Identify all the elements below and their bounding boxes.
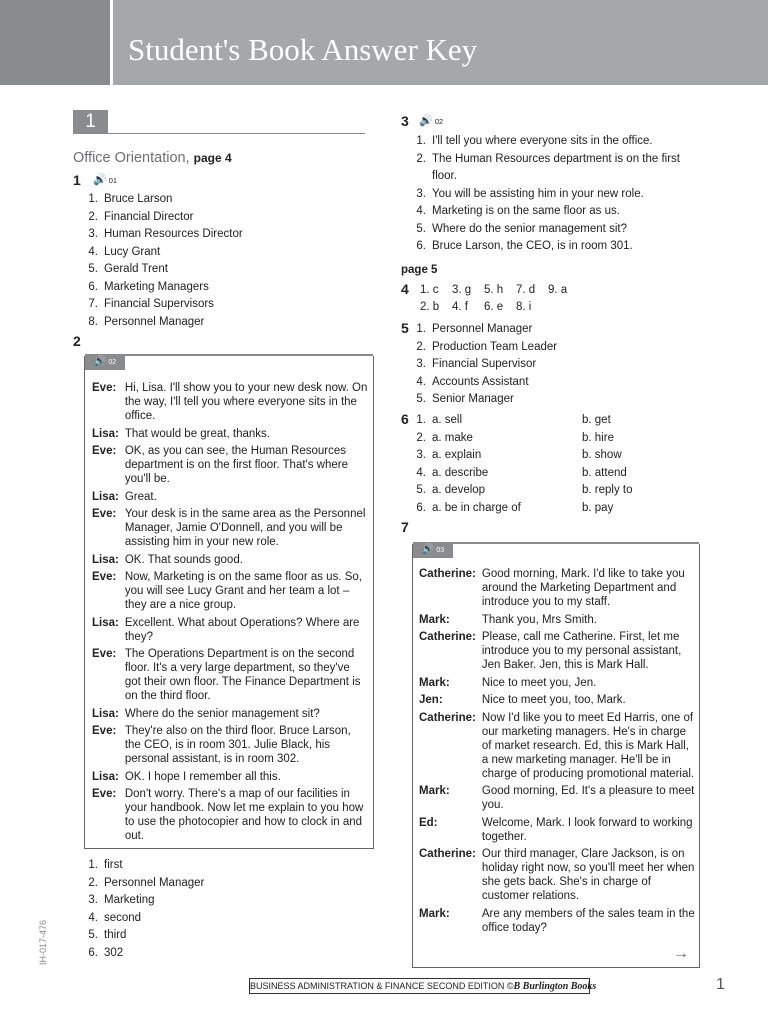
item-number: 2. — [416, 152, 426, 165]
item-text: Personnel Manager — [104, 876, 205, 889]
option-b: b. attend — [582, 466, 627, 479]
dialogue-line — [419, 847, 697, 907]
option-a: a. describe — [432, 466, 489, 479]
answer-cell: 3. g — [452, 284, 472, 296]
speaker-icon: 🔊 — [419, 115, 433, 127]
speech-text: OK, as you can see, the Human Resources department is on the first floor. That's where you'll be. — [124, 445, 348, 485]
side-code: IH-017-476 — [38, 919, 48, 965]
dialogue-line — [92, 787, 368, 847]
speaker-icon: 🔊 — [93, 356, 107, 367]
option-a: a. be in charge of — [432, 501, 521, 514]
speech-text: Now I'd like you to meet Ed Harris, one of our marketing managers. He's in charge of market research. Ed, this is Mark Hall, a new marketing manager. He'll be in charge of producing promotional material. — [481, 711, 695, 780]
dialogue-line — [419, 816, 697, 848]
dialogue-line — [92, 507, 368, 553]
answer-cell: 7. d — [516, 284, 536, 296]
speech-text: The Operations Department is on the second floor. It's a very large department, so they've got their own floor. The Finance Department is on the third floor. — [124, 648, 361, 702]
dialogue-line — [419, 907, 697, 939]
speaker-name: Eve: — [92, 508, 117, 520]
list-item — [84, 261, 243, 279]
speaker-name: Eve: — [92, 571, 117, 583]
dialogue-line — [419, 630, 697, 676]
item-number: 4. — [88, 911, 98, 924]
speaker-icon: 🔊 — [421, 544, 435, 555]
answer-row — [412, 447, 633, 465]
speaker-name: Lisa: — [92, 770, 119, 783]
dialogue-table — [419, 567, 697, 938]
speech-text: OK. That sounds good. — [124, 553, 243, 566]
dialogue-rule — [453, 542, 699, 544]
list-item — [84, 191, 243, 209]
option-b: b. pay — [582, 501, 614, 514]
dialogue-line — [419, 711, 697, 785]
speech-text: Where do the senior management sit? — [124, 707, 320, 720]
speaker-name: Lisa: — [92, 707, 119, 720]
item-number: 6. — [88, 946, 98, 959]
list-item — [84, 892, 204, 910]
speech-text: They're also on the third floor. Bruce Larson, the CEO, is in room 301. Julie Black, his personal assistant, is in room 302. — [124, 725, 351, 765]
item-number: 1. — [416, 135, 426, 147]
speaker-name: Catherine: — [419, 568, 476, 580]
item-number: 5. — [416, 484, 426, 496]
speaker-name: Mark: — [419, 676, 450, 689]
answer-cell: 6. e — [484, 301, 504, 313]
item-text: I'll tell you where everyone sits in the office. — [432, 135, 653, 147]
audio-track-02b[interactable]: 🔊 02 — [419, 115, 444, 127]
option-a: a. develop — [432, 484, 486, 496]
dialogue-table — [92, 381, 368, 847]
list-item — [412, 374, 557, 392]
list-item — [84, 927, 204, 945]
speech-text: Thank you, Mrs Smith. — [481, 613, 597, 626]
dialogue-line — [92, 724, 368, 770]
list-item — [412, 221, 702, 239]
dialogue-line — [419, 784, 697, 816]
speech-text: Good morning, Mark. I'd like to take you around the Marketing Department and introduce you to my staff. — [481, 568, 685, 608]
item-number: 3. — [416, 358, 426, 370]
exercise-7-dialogue-box — [412, 544, 700, 968]
item-number: 3. — [416, 187, 426, 200]
item-text: Human Resources Director — [104, 228, 243, 240]
audio-track-03[interactable]: 🔊 03 — [413, 542, 453, 558]
item-text: You will be assisting him in your new role. — [432, 187, 644, 200]
audio-track-01[interactable]: 🔊 01 — [93, 174, 118, 186]
item-number: 2. — [416, 340, 426, 353]
item-number: 5. — [88, 263, 98, 275]
speaker-name: Eve: — [92, 445, 117, 457]
answer-cell: 1. c — [420, 284, 439, 296]
item-text: 302 — [104, 946, 124, 959]
exercise-2-number: 2 — [73, 333, 81, 349]
answer-row — [412, 430, 633, 448]
dialogue-line — [92, 444, 368, 490]
item-text: Bruce Larson, the CEO, is in room 301. — [432, 240, 633, 252]
exercise-1-number: 1 — [73, 172, 81, 188]
unit-divider — [108, 133, 365, 134]
dialogue-rule — [125, 354, 373, 356]
page-number: 1 — [716, 976, 725, 993]
item-number: 2. — [416, 431, 426, 444]
item-text: Gerald Trent — [104, 263, 168, 275]
speech-text: Our third manager, Clare Jackson, is on holiday right now, so you'll meet her when she gets back. She's in charge of customer relations. — [481, 848, 695, 902]
dialogue-line — [92, 427, 368, 445]
speaker-name: Catherine: — [419, 711, 476, 724]
speech-text: Don't worry. There's a map of our facilities in your handbook. Now let me explain to you how to use the photocopier and how to clock in and out. — [124, 788, 364, 842]
speaker-name: Catherine: — [419, 848, 476, 860]
exercise-4-number: 4 — [401, 281, 409, 297]
option-b: b. get — [582, 414, 611, 426]
item-text: Marketing is on the same floor as us. — [432, 205, 620, 217]
item-text: Lucy Grant — [104, 245, 161, 258]
answer-cell: 9. a — [548, 284, 568, 296]
item-text: Bruce Larson — [104, 193, 173, 205]
answer-row — [412, 482, 633, 500]
option-b: b. show — [582, 449, 622, 461]
speaker-icon: 🔊 — [93, 174, 107, 186]
page-5-label: page 5 — [401, 264, 438, 276]
answer-cell: 4. f — [452, 301, 468, 313]
item-number: 3. — [88, 228, 98, 240]
item-number: 8. — [88, 315, 98, 328]
item-text: Financial Supervisor — [432, 358, 537, 370]
dialogue-line — [92, 707, 368, 725]
item-number: 1. — [416, 414, 426, 426]
header-left-block — [0, 0, 110, 85]
item-number: 3. — [88, 894, 98, 906]
item-number: 5. — [416, 393, 426, 405]
item-number: 6. — [416, 240, 426, 252]
list-item — [412, 186, 702, 204]
speaker-name: Lisa: — [92, 553, 119, 566]
speech-text: That would be great, thanks. — [124, 427, 270, 440]
speech-text: Nice to meet you, Jen. — [481, 676, 597, 689]
dialogue-line — [92, 647, 368, 707]
list-item — [412, 339, 557, 357]
item-text: Personnel Manager — [104, 315, 205, 328]
speaker-name: Eve: — [92, 788, 117, 800]
exercise-2-dialogue-box — [84, 356, 374, 849]
speech-text: Please, call me Catherine. First, let me introduce you to my personal assistant, Jen Baker. Jen, this is Mark Hall. — [481, 631, 682, 671]
exercise-5-answers — [412, 321, 557, 409]
speech-text: Excellent. What about Operations? Where are they? — [124, 616, 360, 643]
dialogue-line — [92, 570, 368, 616]
footer-credit: BUSINESS ADMINISTRATION & FINANCE SECOND EDITION ©B Burlington Books — [249, 978, 590, 994]
item-text: Marketing Managers — [104, 280, 209, 293]
speaker-name: Ed: — [419, 816, 438, 829]
option-a: a. explain — [432, 449, 482, 461]
option-a: a. sell — [432, 414, 463, 426]
audio-track-02[interactable]: 🔊 02 — [85, 354, 125, 370]
item-text: Marketing — [104, 894, 155, 906]
item-text: first — [104, 859, 123, 871]
speech-text: Nice to meet you, too, Mark. — [481, 694, 626, 706]
answer-row — [412, 500, 633, 518]
speaker-name: Eve: — [92, 725, 117, 737]
list-item — [84, 296, 243, 314]
list-item — [412, 238, 702, 256]
item-text: The Human Resources department is on the first floor. — [432, 152, 681, 182]
dialogue-line — [92, 770, 368, 788]
item-text: second — [104, 911, 142, 924]
answer-cell: 8. i — [516, 301, 532, 313]
speech-text: Great. — [124, 490, 157, 503]
item-text: Where do the senior management sit? — [432, 222, 627, 235]
speaker-name: Mark: — [419, 907, 450, 920]
list-item — [84, 314, 243, 332]
answer-cell: 5. h — [484, 284, 504, 296]
dialogue-line — [419, 613, 697, 631]
dialogue-line — [419, 676, 697, 694]
speech-text: OK. I hope I remember all this. — [124, 770, 281, 783]
exercise-2-answers — [84, 857, 204, 962]
list-item — [412, 203, 702, 221]
speaker-name: Eve: — [92, 648, 117, 660]
item-text: Financial Supervisors — [104, 298, 214, 310]
speaker-name: Mark: — [419, 785, 450, 797]
dialogue-line — [92, 381, 368, 427]
speech-text: Are any members of the sales team in the office today? — [481, 907, 695, 934]
unit-number: 1 — [73, 110, 108, 134]
exercise-7-number: 7 — [401, 519, 409, 535]
item-number: 1. — [88, 193, 98, 205]
list-item — [412, 391, 557, 409]
item-number: 4. — [416, 466, 426, 479]
list-item — [84, 945, 204, 963]
exercise-1-answers — [84, 191, 243, 331]
speaker-name: Mark: — [419, 613, 450, 626]
item-number: 4. — [416, 205, 426, 217]
speaker-name: Lisa: — [92, 616, 119, 629]
speech-text: Your desk is in the same area as the Personnel Manager, Jamie O'Donnell, and you will be assisting him in your new role. — [124, 508, 366, 548]
answer-row — [412, 465, 633, 483]
item-number: 1. — [88, 859, 98, 871]
speaker-name: Catherine: — [419, 631, 476, 643]
speech-text: Hi, Lisa. I'll show you to your new desk now. On the way, I'll tell you where everyone sits in the office. — [124, 382, 368, 422]
item-number: 2. — [88, 876, 98, 889]
exercise-6-answers — [412, 412, 633, 517]
exercise-3-number: 3 — [401, 113, 409, 129]
item-number: 4. — [416, 375, 426, 388]
list-item — [412, 356, 557, 374]
exercise-4-answers — [420, 282, 580, 316]
list-item — [84, 910, 204, 928]
speaker-name: Lisa: — [92, 490, 119, 503]
item-text: Accounts Assistant — [432, 375, 529, 388]
list-item — [84, 226, 243, 244]
list-item — [84, 875, 204, 893]
item-text: Financial Director — [104, 210, 194, 223]
item-text: third — [104, 929, 127, 941]
answer-cell: 2. b — [420, 301, 440, 313]
item-text: Personnel Manager — [432, 323, 533, 335]
item-number: 3. — [416, 449, 426, 461]
speaker-name: Jen: — [419, 694, 443, 706]
option-a: a. make — [432, 431, 473, 444]
list-item — [412, 151, 702, 186]
page-title: Student's Book Answer Key — [128, 32, 478, 67]
item-number: 4. — [88, 245, 98, 258]
exercise-6-number: 6 — [401, 411, 409, 427]
item-number: 6. — [88, 280, 98, 293]
list-item — [412, 321, 557, 339]
item-number: 2. — [88, 210, 98, 223]
answer-row — [412, 412, 633, 430]
dialogue-line — [419, 567, 697, 613]
item-number: 7. — [88, 298, 98, 310]
item-number: 1. — [416, 323, 426, 335]
dialogue-line — [92, 490, 368, 508]
exercise-3-answers — [412, 133, 702, 256]
option-b: b. hire — [582, 431, 614, 444]
item-text: Senior Manager — [432, 393, 514, 405]
dialogue-line — [92, 553, 368, 571]
item-text: Production Team Leader — [432, 340, 558, 353]
list-item — [84, 279, 243, 297]
dialogue-line — [92, 616, 368, 648]
item-number: 5. — [88, 929, 98, 941]
dialogue-line — [419, 693, 697, 711]
item-number: 6. — [416, 501, 426, 514]
list-item — [84, 244, 243, 262]
speech-text: Good morning, Ed. It's a pleasure to meet you. — [481, 785, 695, 811]
speech-text: Welcome, Mark. I look forward to working together. — [481, 816, 693, 843]
arrow-right-icon[interactable]: → — [673, 945, 689, 962]
list-item — [412, 133, 702, 151]
speaker-name: Lisa: — [92, 427, 119, 440]
list-item — [84, 209, 243, 227]
option-b: b. reply to — [582, 484, 633, 496]
exercise-5-number: 5 — [401, 320, 409, 336]
section-title: Office Orientation, page 4 — [73, 150, 232, 166]
speaker-name: Eve: — [92, 382, 117, 394]
list-item — [84, 857, 204, 875]
speech-text: Now, Marketing is on the same floor as us. So, you will see Lucy Grant and her team a lot – they are a nice group. — [124, 571, 362, 611]
item-number: 5. — [416, 222, 426, 235]
